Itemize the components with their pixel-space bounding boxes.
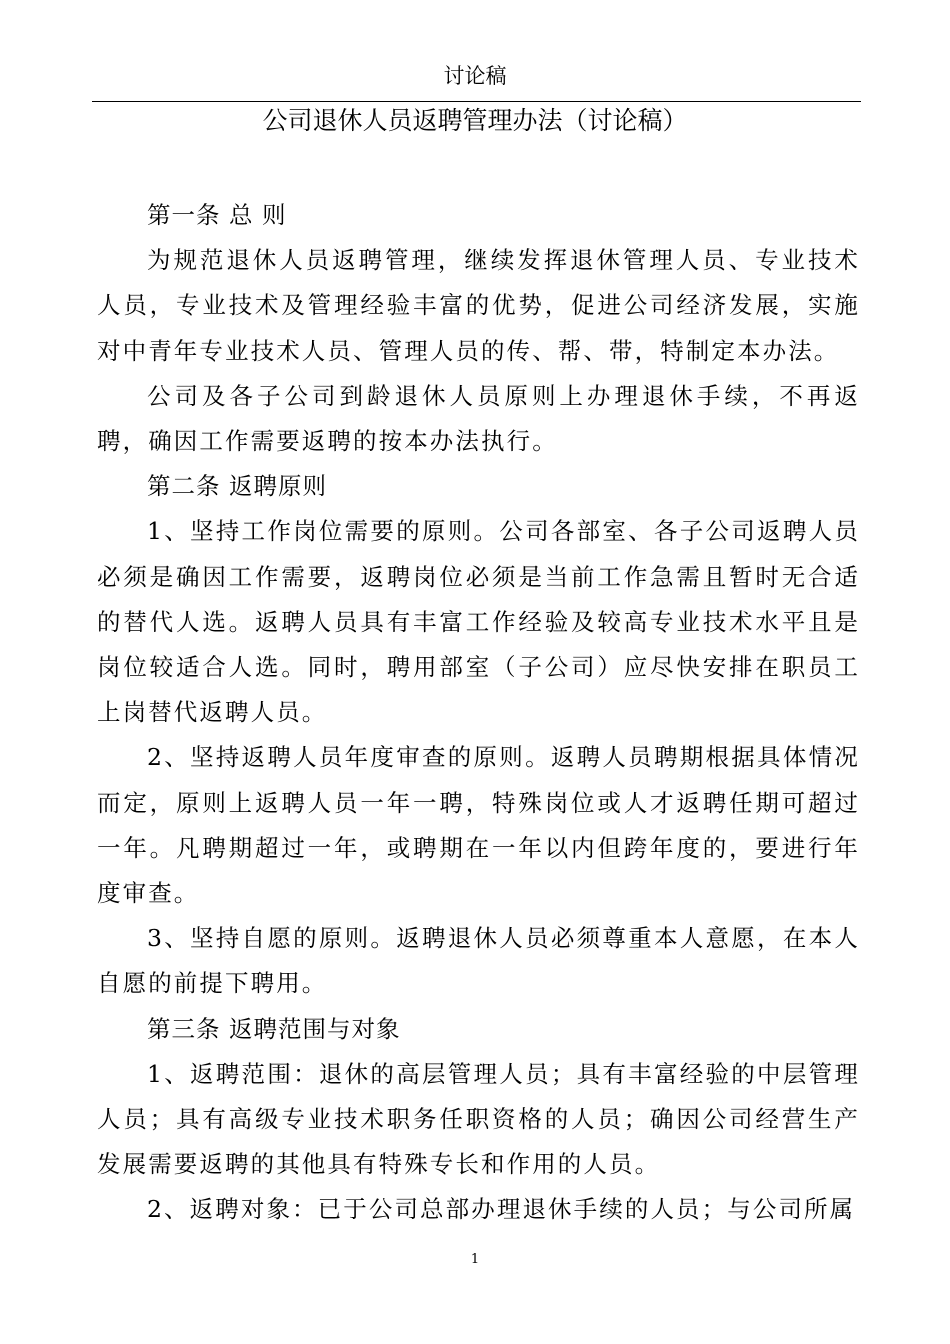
paragraph: 2、坚持返聘人员年度审查的原则。返聘人员聘期根据具体情况而定，原则上返聘人员一年一聘，特殊岗位或人才返聘任期可超过一年。凡聘期超过一年，或聘期在一年以内但跨年度的，要进行年度审查。 (97, 743, 860, 908)
article-heading-1: 第一条 总 则 (147, 201, 287, 229)
paragraph: 为规范退休人员返聘管理，继续发挥退休管理人员、专业技术人员，专业技术及管理经验丰富的优势，促进公司经济发展，实施对中青年专业技术人员、管理人员的传、帮、带，特制定本办法。 (97, 246, 860, 365)
page-number: 1 (470, 1252, 480, 1267)
paragraph: 公司及各子公司到龄退休人员原则上办理退休手续，不再返聘，确因工作需要返聘的按本办法执行。 (97, 381, 860, 456)
paragraph: 2、返聘对象：已于公司总部办理退休手续的人员；与公司所属 (147, 1195, 856, 1224)
document-title: 公司退休人员返聘管理办法（讨论稿） (262, 106, 688, 135)
article-heading-2: 第二条 返聘原则 (147, 472, 327, 501)
running-header: 讨论稿 (443, 64, 507, 88)
paragraph: 3、坚持自愿的原则。返聘退休人员必须尊重本人意愿，在本人自愿的前提下聘用。 (97, 924, 860, 998)
paragraph: 1、返聘范围：退休的高层管理人员；具有丰富经验的中层管理人员；具有高级专业技术职务任职资格的人员；确因公司经营生产发展需要返聘的其他具有特殊专长和作用的人员。 (97, 1059, 860, 1179)
document-body (97, 193, 860, 1233)
header-rule (92, 101, 861, 102)
article-heading-3: 第三条 返聘范围与对象 (147, 1014, 401, 1043)
paragraph: 1、坚持工作岗位需要的原则。公司各部室、各子公司返聘人员必须是确因工作需要，返聘岗位必须是当前工作急需且暂时无合适的替代人选。返聘人员具有丰富工作经验及较高专业技术水平且是岗位较适合人选。同时，聘用部室（子公司）应尽快安排在职员工上岗替代返聘人员。 (97, 517, 860, 727)
